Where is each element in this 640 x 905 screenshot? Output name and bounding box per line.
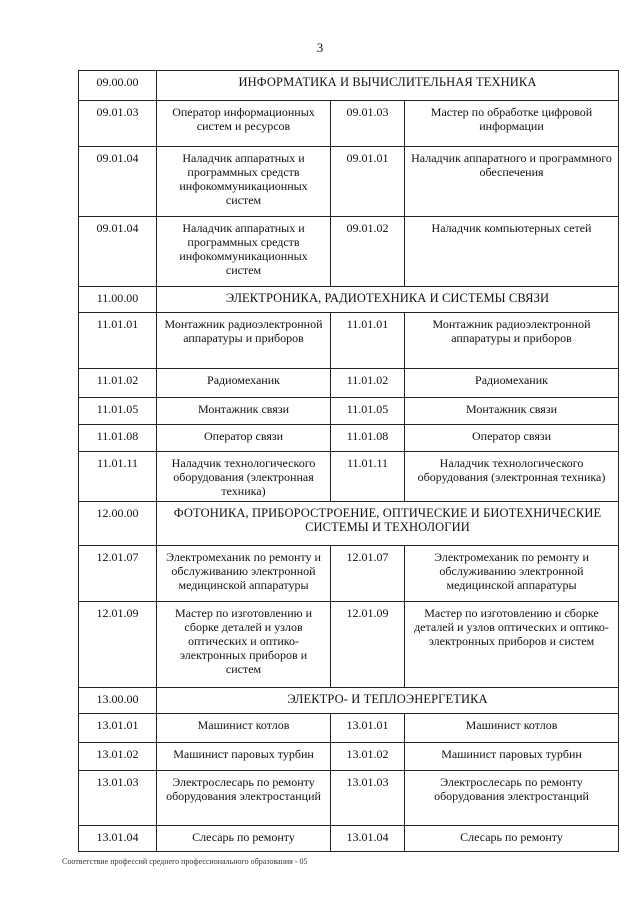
old-profession-name: Радиомеханик [157,369,331,398]
new-profession-name: Мастер по обработке цифровой информации [405,101,619,147]
section-title: ЭЛЕКТРО- И ТЕПЛОЭНЕРГЕТИКА [157,688,619,714]
new-profession-name: Наладчик технологического оборудования (электронная техника) [405,452,619,502]
new-code: 11.01.01 [331,313,405,369]
new-profession-name: Оператор связи [405,425,619,452]
old-profession-name: Наладчик аппаратных и программных средств инфокоммуникационных систем [157,147,331,217]
old-profession-name: Оператор связи [157,425,331,452]
new-profession-name: Электромеханик по ремонту и обслуживанию электронной медицинской аппаратуры [405,546,619,602]
old-code: 09.01.03 [79,101,157,147]
table-row [79,313,619,369]
new-code: 13.01.01 [331,714,405,743]
new-profession-name: Монтажник радиоэлектронной аппаратуры и приборов [405,313,619,369]
section-row [79,71,619,101]
old-code: 12.01.09 [79,602,157,688]
section-row [79,502,619,546]
new-code: 13.01.03 [331,771,405,826]
new-code: 11.01.08 [331,425,405,452]
section-row [79,287,619,313]
new-code: 13.01.02 [331,743,405,771]
old-profession-name: Наладчик технологического оборудования (электронная техника) [157,452,331,502]
new-code: 12.01.09 [331,602,405,688]
new-code: 11.01.11 [331,452,405,502]
new-code: 12.01.07 [331,546,405,602]
table-row [79,425,619,452]
new-profession-name: Машинист паровых турбин [405,743,619,771]
table-row [79,452,619,502]
old-code: 11.01.01 [79,313,157,369]
new-code: 09.01.01 [331,147,405,217]
old-profession-name: Слесарь по ремонту [157,826,331,852]
section-code: 12.00.00 [79,502,157,546]
section-title: ИНФОРМАТИКА И ВЫЧИСЛИТЕЛЬНАЯ ТЕХНИКА [157,71,619,101]
old-profession-name: Мастер по изготовлению и сборке деталей и узлов оптических и оптико-электронных приборов и систем [157,602,331,688]
old-code: 09.01.04 [79,217,157,287]
old-code: 09.01.04 [79,147,157,217]
old-profession-name: Монтажник радиоэлектронной аппаратуры и приборов [157,313,331,369]
new-profession-name: Монтажник связи [405,398,619,425]
new-code: 11.01.05 [331,398,405,425]
old-profession-name: Электрослесарь по ремонту оборудования электростанций [157,771,331,826]
old-profession-name: Электромеханик по ремонту и обслуживанию электронной медицинской аппаратуры [157,546,331,602]
old-code: 13.01.02 [79,743,157,771]
old-profession-name: Машинист паровых турбин [157,743,331,771]
table-row [79,771,619,826]
new-profession-name: Электрослесарь по ремонту оборудования электростанций [405,771,619,826]
new-profession-name: Слесарь по ремонту [405,826,619,852]
section-row [79,688,619,714]
old-profession-name: Наладчик аппаратных и программных средств инфокоммуникационных систем [157,217,331,287]
new-profession-name: Наладчик аппаратного и программного обеспечения [405,147,619,217]
table-row [79,217,619,287]
professions-correspondence-table [78,70,619,852]
table-row [79,546,619,602]
old-profession-name: Машинист котлов [157,714,331,743]
old-profession-name: Оператор информационных систем и ресурсов [157,101,331,147]
table-row [79,398,619,425]
table-row [79,743,619,771]
new-profession-name: Радиомеханик [405,369,619,398]
table-body [79,71,619,852]
section-code: 11.00.00 [79,287,157,313]
new-code: 09.01.03 [331,101,405,147]
new-code: 13.01.04 [331,826,405,852]
old-code: 13.01.03 [79,771,157,826]
old-profession-name: Монтажник связи [157,398,331,425]
table-row [79,369,619,398]
section-code: 13.00.00 [79,688,157,714]
table-row [79,101,619,147]
old-code: 12.01.07 [79,546,157,602]
old-code: 11.01.05 [79,398,157,425]
table-row [79,714,619,743]
old-code: 11.01.02 [79,369,157,398]
section-title: ЭЛЕКТРОНИКА, РАДИОТЕХНИКА И СИСТЕМЫ СВЯЗИ [157,287,619,313]
table-row [79,602,619,688]
section-code: 09.00.00 [79,71,157,101]
table-row [79,826,619,852]
old-code: 13.01.04 [79,826,157,852]
new-code: 11.01.02 [331,369,405,398]
old-code: 11.01.08 [79,425,157,452]
footer-note: Соответствие профессий среднего профессионального образования - 05 [62,857,308,866]
new-profession-name: Машинист котлов [405,714,619,743]
new-code: 09.01.02 [331,217,405,287]
page-number: 3 [316,40,324,55]
table-row [79,147,619,217]
section-title: ФОТОНИКА, ПРИБОРОСТРОЕНИЕ, ОПТИЧЕСКИЕ И БИОТЕХНИЧЕСКИЕ СИСТЕМЫ И ТЕХНОЛОГИИ [157,502,619,546]
old-code: 11.01.11 [79,452,157,502]
old-code: 13.01.01 [79,714,157,743]
new-profession-name: Мастер по изготовлению и сборке деталей и узлов оптических и оптико-электронных приборов и систем [405,602,619,688]
new-profession-name: Наладчик компьютерных сетей [405,217,619,287]
